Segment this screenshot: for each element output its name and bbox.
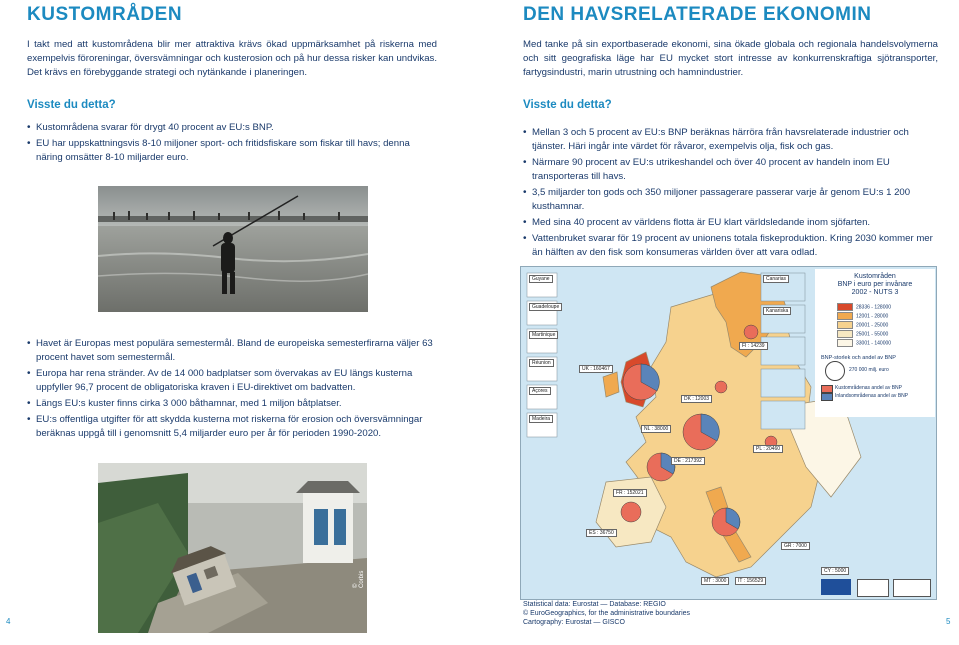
left-subheading: Visste du detta?	[27, 99, 116, 111]
right-title: DEN HAVSRELATERADE EKONOMIN	[523, 4, 872, 25]
inset-label: Guadeloupe	[529, 303, 562, 311]
inland-share-swatch	[821, 393, 833, 401]
legend-item	[837, 330, 935, 338]
list-item: • Vattenbruket svarar för 19 procent av unionens totala fiskeproduktion. Kring 2030 kommer mer än hälften av den fisk som konsumeras världen över att vara odlad.	[523, 232, 938, 260]
eurogeographics-logo	[893, 579, 931, 597]
list-item: • EU:s offentliga utgifter för att skydda kusterna mot riskerna för erosion och översvämningar beräknas uppgå till i genomsnitt 5,4 miljarder euro per år för perioden 1990-2020.	[27, 413, 439, 441]
left-intro: I takt med att kustområdena blir mer attraktiva krävs ökad uppmärksamhet på riskerna med exempelvis föroreningar, översvämningar och kusterosion och på hur dessa risker kan undvikas. Det krävs en förebyggande strategi och nytänkande i planeringen.	[27, 39, 437, 78]
eu-map	[520, 266, 937, 600]
legend-swatch	[837, 321, 853, 329]
right-facts-list	[523, 126, 938, 262]
list-item: • Mellan 3 och 5 procent av EU:s BNP beräknas härröra från havsrelaterade industrier och tjänster. Häri ingår inte värdet för råvaror, exempelvis olja, fisk och gas.	[523, 126, 938, 154]
list-item: • Europa har rena stränder. Av de 14 000 badplatser som övervakas av EU längs kusterna uppfyller 96,7 procent de obligatoriska kraven i EU-direktivet om badvatten.	[27, 367, 439, 395]
region-data-label: DE : 217392	[671, 457, 705, 465]
inset-label: Martinique	[529, 331, 558, 339]
eurostat-logo	[857, 579, 889, 597]
legend-label: 25001 - 55000	[856, 331, 889, 338]
right-subheading: Visste du detta?	[523, 99, 612, 111]
left-facts-list-2	[27, 337, 439, 443]
list-item: • Kustområdena svarar för drygt 40 procent av EU:s BNP.	[27, 121, 439, 135]
inset-label: Réunion	[529, 359, 554, 367]
legend-item	[837, 321, 935, 329]
inset-label: Kanariska	[763, 307, 791, 315]
bnp-value: 270 000 milj. euro	[849, 367, 889, 373]
list-item: • Med sina 40 procent av världens flotta är EU klart världsledande inom sjöfarten.	[523, 216, 938, 230]
legend-title-3: 2002 - NUTS 3	[851, 289, 899, 296]
map-legend	[815, 269, 935, 417]
photo-credit: © Corbis	[353, 570, 365, 588]
list-item: • Havet är Europas mest populära semestermål. Bland de europeiska semesterfirarna väljer 63 procent havet som semestermål.	[27, 337, 439, 365]
legend-title-2: BNP i euro per invånare	[837, 281, 913, 288]
list-item: • EU har uppskattningsvis 8-10 miljoner sport- och fritidsfiskare som fiskar till havs; denna näring omsätter 8-10 miljarder euro.	[27, 137, 439, 165]
inset-label: Açores	[529, 387, 551, 395]
region-data-label: CY : 5000	[821, 567, 849, 575]
list-item: • 3,5 miljarder ton gods och 350 miljoner passagerare passerar varje år genom EU:s 1 200 kusthamnar.	[523, 186, 938, 214]
inset-label: Canarias	[763, 275, 789, 283]
left-facts-list-1	[27, 121, 439, 167]
inland-share-label: Inlandsområdenas andel av BNP	[835, 393, 909, 399]
legend-label: 12001 - 28000	[856, 313, 889, 320]
legend-item	[837, 312, 935, 320]
legend-label: 20001 - 25000	[856, 322, 889, 329]
legend-item	[837, 339, 935, 347]
credit-line: Cartography: Eurostat — GISCO	[523, 619, 625, 626]
legend-title-1: Kustområden	[854, 273, 896, 280]
legend-swatch	[837, 303, 853, 311]
list-item: • Närmare 90 procent av EU:s utrikeshandel och över 40 procent av handeln inom EU transporteras till havs.	[523, 156, 938, 184]
credit-line: © EuroGeographics, for the administrative boundaries	[523, 610, 691, 617]
eu-flag-logo	[821, 579, 851, 595]
legend-swatch	[837, 339, 853, 347]
legend-items	[837, 303, 935, 347]
legend-swatch	[837, 312, 853, 320]
bnp-label: BNP-storlek och andel av BNP	[821, 355, 896, 361]
legend-swatch	[837, 330, 853, 338]
credit-line: Statistical data: Eurostat — Database: REGIO	[523, 601, 666, 608]
list-item: • Längs EU:s kuster finns cirka 3 000 båthamnar, med 1 miljon båtplatser.	[27, 397, 439, 411]
legend-label: 33001 - 140000	[856, 340, 892, 347]
page-number-left: 4	[6, 617, 11, 626]
bnp-circle-icon	[825, 361, 845, 381]
region-data-label: UK : 160467	[579, 365, 613, 373]
left-title: KUSTOMRÅDEN	[27, 4, 183, 25]
coastal-share-label: Kustområdenas andel av BNP	[835, 385, 902, 391]
coastal-share-swatch	[821, 385, 833, 393]
cliff-house-photo	[98, 463, 367, 633]
legend-label: 28336 - 128000	[856, 304, 892, 311]
inset-label: Madeira	[529, 415, 553, 423]
right-intro: Med tanke på sin exportbaserade ekonomi, sina ökade globala och regionala handelsvolymerna och sitt geografiska läge har EU mycket stort intresse av konkurrenskraftiga sjötransporter, fartygsindustri, marin utrustning och hamnindustrier.	[523, 39, 938, 78]
region-data-label: PL : 20460	[753, 445, 783, 453]
region-data-label: FR : 152021	[613, 489, 647, 497]
region-data-label: ES : 36750	[586, 529, 617, 537]
page-number-right: 5	[946, 617, 951, 626]
map-credits	[523, 600, 690, 627]
region-data-label: IT : 156529	[735, 577, 766, 585]
region-data-label: FI : 14239	[739, 342, 768, 350]
region-data-label: GR : 7000	[781, 542, 810, 550]
inset-label: Guyane	[529, 275, 553, 283]
region-data-label: NL : 38000	[641, 425, 671, 433]
legend-item	[837, 303, 935, 311]
region-data-label: MT : 3000	[701, 577, 729, 585]
fisherman-photo	[98, 186, 368, 312]
region-data-label: DK : 12003	[681, 395, 712, 403]
